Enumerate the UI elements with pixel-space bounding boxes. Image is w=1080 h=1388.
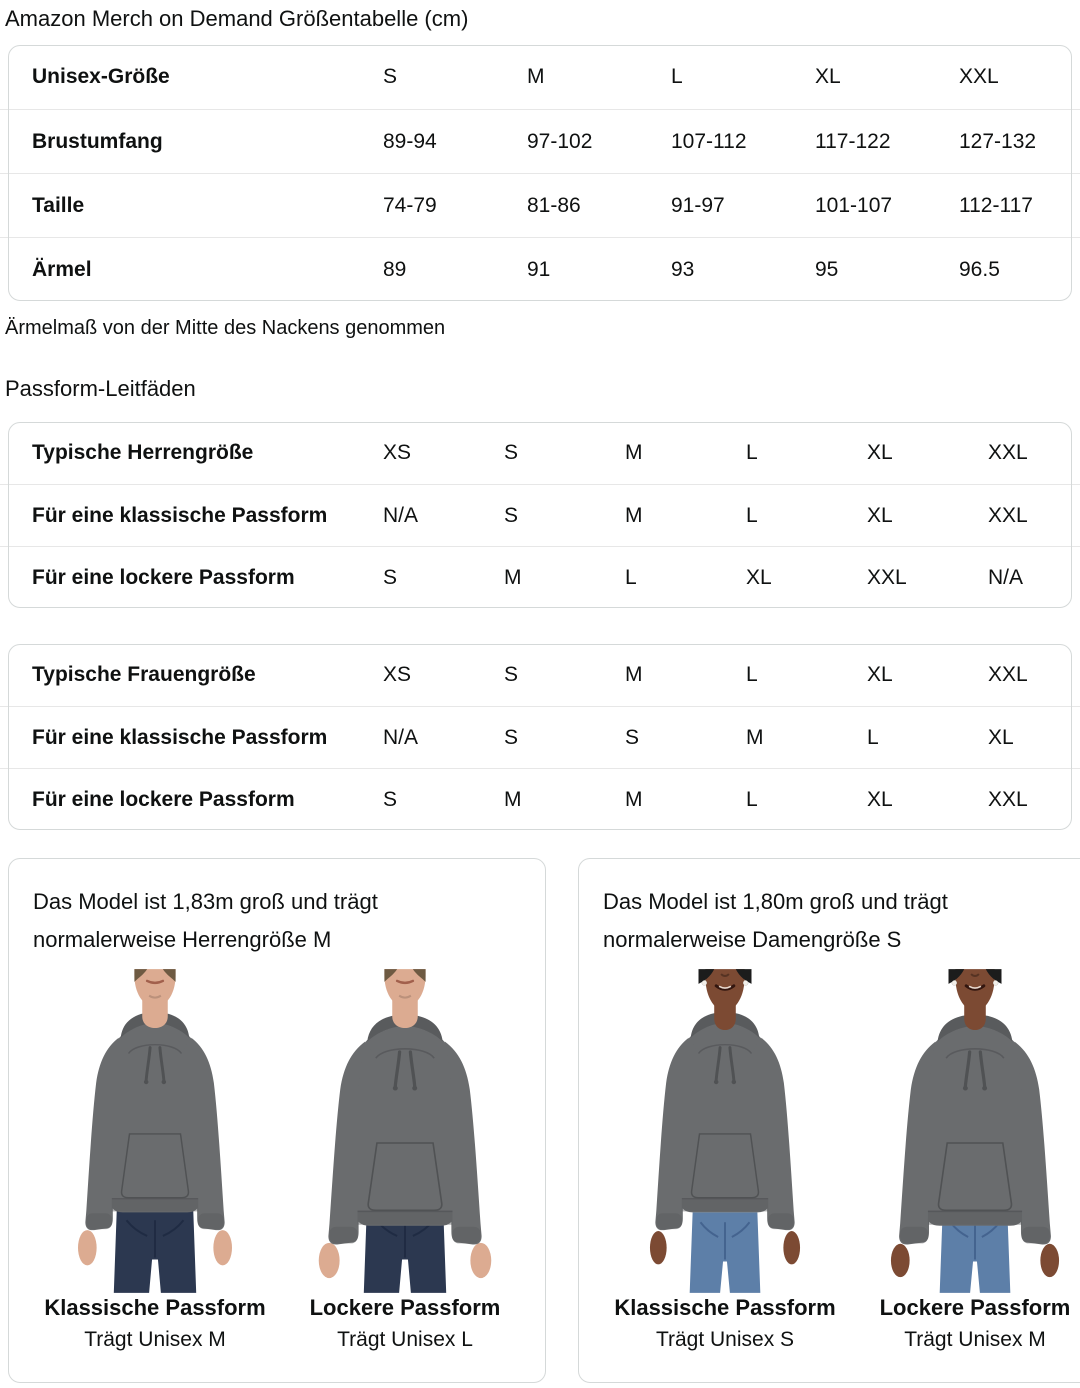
size-cell: M	[625, 441, 643, 464]
wears-label: Trägt Unisex L	[337, 1328, 473, 1351]
size-cell: M	[504, 565, 522, 589]
row-label: Brustumfang	[32, 129, 163, 153]
table-row	[0, 768, 1080, 830]
models-row	[33, 969, 527, 1352]
size-cell: 97-102	[527, 129, 593, 153]
size-cell: M	[504, 787, 522, 811]
model-figure	[853, 969, 1080, 1352]
size-cell: 91	[527, 257, 551, 281]
table-row	[0, 546, 1080, 608]
size-cell: M	[625, 787, 643, 811]
size-cell: L	[867, 725, 879, 749]
model-photo-women-loose-fit	[872, 969, 1078, 1293]
size-cell: S	[504, 725, 519, 749]
size-cell: XXL	[867, 565, 907, 589]
size-cell: S	[383, 565, 398, 589]
table-row	[0, 484, 1080, 546]
model-photo-women-classic-fit	[622, 969, 828, 1293]
size-cell: XL	[867, 663, 893, 686]
row-label: Für eine lockere Passform	[32, 565, 295, 589]
size-cell: S	[625, 725, 640, 749]
size-cell: XXL	[988, 503, 1028, 527]
size-cell: S	[504, 441, 519, 464]
size-cell: L	[746, 503, 758, 527]
table-row	[0, 706, 1080, 768]
size-cell: S	[504, 663, 519, 686]
size-cell: 89	[383, 257, 407, 281]
table-row	[0, 422, 1080, 484]
row-label: Für eine lockere Passform	[32, 787, 295, 811]
model-figure	[283, 969, 527, 1352]
model-caption	[853, 1295, 1080, 1352]
table-row	[0, 237, 1080, 301]
model-figure	[603, 969, 847, 1352]
row-label: Typische Herrengröße	[32, 441, 254, 464]
size-cell: XL	[867, 441, 893, 464]
size-cell: 127-132	[959, 129, 1037, 153]
size-cell: XS	[383, 441, 412, 464]
size-cell: 91-97	[671, 193, 725, 217]
fit-label: Klassische Passform	[614, 1295, 836, 1320]
size-cell: L	[625, 565, 637, 589]
size-cell: XXL	[988, 787, 1028, 811]
row-label: Unisex-Größe	[32, 65, 170, 88]
unisex-size-table	[0, 45, 1080, 301]
size-cell: XL	[867, 503, 893, 527]
size-cell: 81-86	[527, 193, 581, 217]
womens-model-card	[578, 858, 1080, 1383]
size-cell: L	[746, 787, 758, 811]
size-cell: 117-122	[815, 129, 891, 153]
model-figure	[33, 969, 277, 1352]
model-caption	[33, 1295, 277, 1352]
size-cell: XXL	[988, 663, 1028, 686]
wears-label: Trägt Unisex M	[904, 1328, 1046, 1351]
row-label: Typische Frauengröße	[32, 663, 256, 686]
size-cell: M	[625, 663, 643, 686]
size-cell: S	[504, 503, 519, 527]
row-label: Für eine klassische Passform	[32, 503, 328, 527]
size-cell: 96.5	[959, 257, 1000, 281]
size-cell: 89-94	[383, 129, 437, 153]
table-header-row	[0, 45, 1080, 109]
size-cell: L	[746, 663, 758, 686]
model-photo-men-loose-fit	[302, 969, 508, 1293]
size-col-header: XL	[815, 65, 841, 88]
table-row	[0, 644, 1080, 706]
size-cell: M	[746, 725, 764, 749]
models-row	[603, 969, 1080, 1352]
table-row	[0, 109, 1080, 173]
wears-label: Trägt Unisex S	[655, 1328, 795, 1351]
model-caption	[283, 1295, 527, 1352]
row-label: Ärmel	[32, 257, 92, 281]
model-photo-men-classic-fit	[52, 969, 258, 1293]
size-cell: 101-107	[815, 193, 893, 217]
model-cards	[8, 858, 1072, 1383]
size-col-header: L	[671, 65, 683, 88]
fit-label: Lockere Passform	[309, 1295, 501, 1320]
size-cell: XL	[988, 725, 1014, 749]
size-cell: XS	[383, 663, 412, 686]
size-cell: 74-79	[383, 193, 437, 217]
size-col-header: XXL	[959, 65, 999, 88]
size-cell: M	[625, 503, 643, 527]
page-title: Amazon Merch on Demand Größentabelle (cm)	[5, 6, 469, 31]
mens-model-card	[8, 858, 546, 1383]
row-label: Taille	[32, 193, 85, 217]
fit-label: Lockere Passform	[879, 1295, 1071, 1320]
womens-fit-table	[0, 644, 1080, 830]
size-cell: S	[383, 787, 398, 811]
fit-label: Klassische Passform	[44, 1295, 266, 1320]
model-caption	[603, 1295, 847, 1352]
size-cell: 95	[815, 257, 839, 281]
size-cell: N/A	[383, 503, 419, 527]
size-cell: XXL	[988, 441, 1028, 464]
size-col-header: S	[383, 65, 398, 88]
size-cell: XL	[867, 787, 893, 811]
size-cell: 93	[671, 257, 695, 281]
model-description: Das Model ist 1,80m groß und trägt normalerweise Damengröße S	[603, 889, 948, 952]
wears-label: Trägt Unisex M	[84, 1328, 226, 1351]
size-cell: L	[746, 441, 758, 464]
size-cell: XL	[746, 565, 772, 589]
row-label: Für eine klassische Passform	[32, 725, 328, 749]
mens-fit-table	[0, 422, 1080, 608]
size-cell: N/A	[383, 725, 419, 749]
sleeve-footnote: Ärmelmaß von der Mitte des Nackens genommen	[5, 317, 446, 339]
table-row	[0, 173, 1080, 237]
size-col-header: M	[527, 65, 545, 88]
size-cell: N/A	[988, 565, 1024, 589]
model-description: Das Model ist 1,83m groß und trägt normalerweise Herrengröße M	[33, 889, 378, 952]
size-cell: 107-112	[671, 129, 747, 153]
size-cell: 112-117	[959, 193, 1033, 217]
fit-guides-heading: Passform-Leitfäden	[5, 376, 196, 401]
